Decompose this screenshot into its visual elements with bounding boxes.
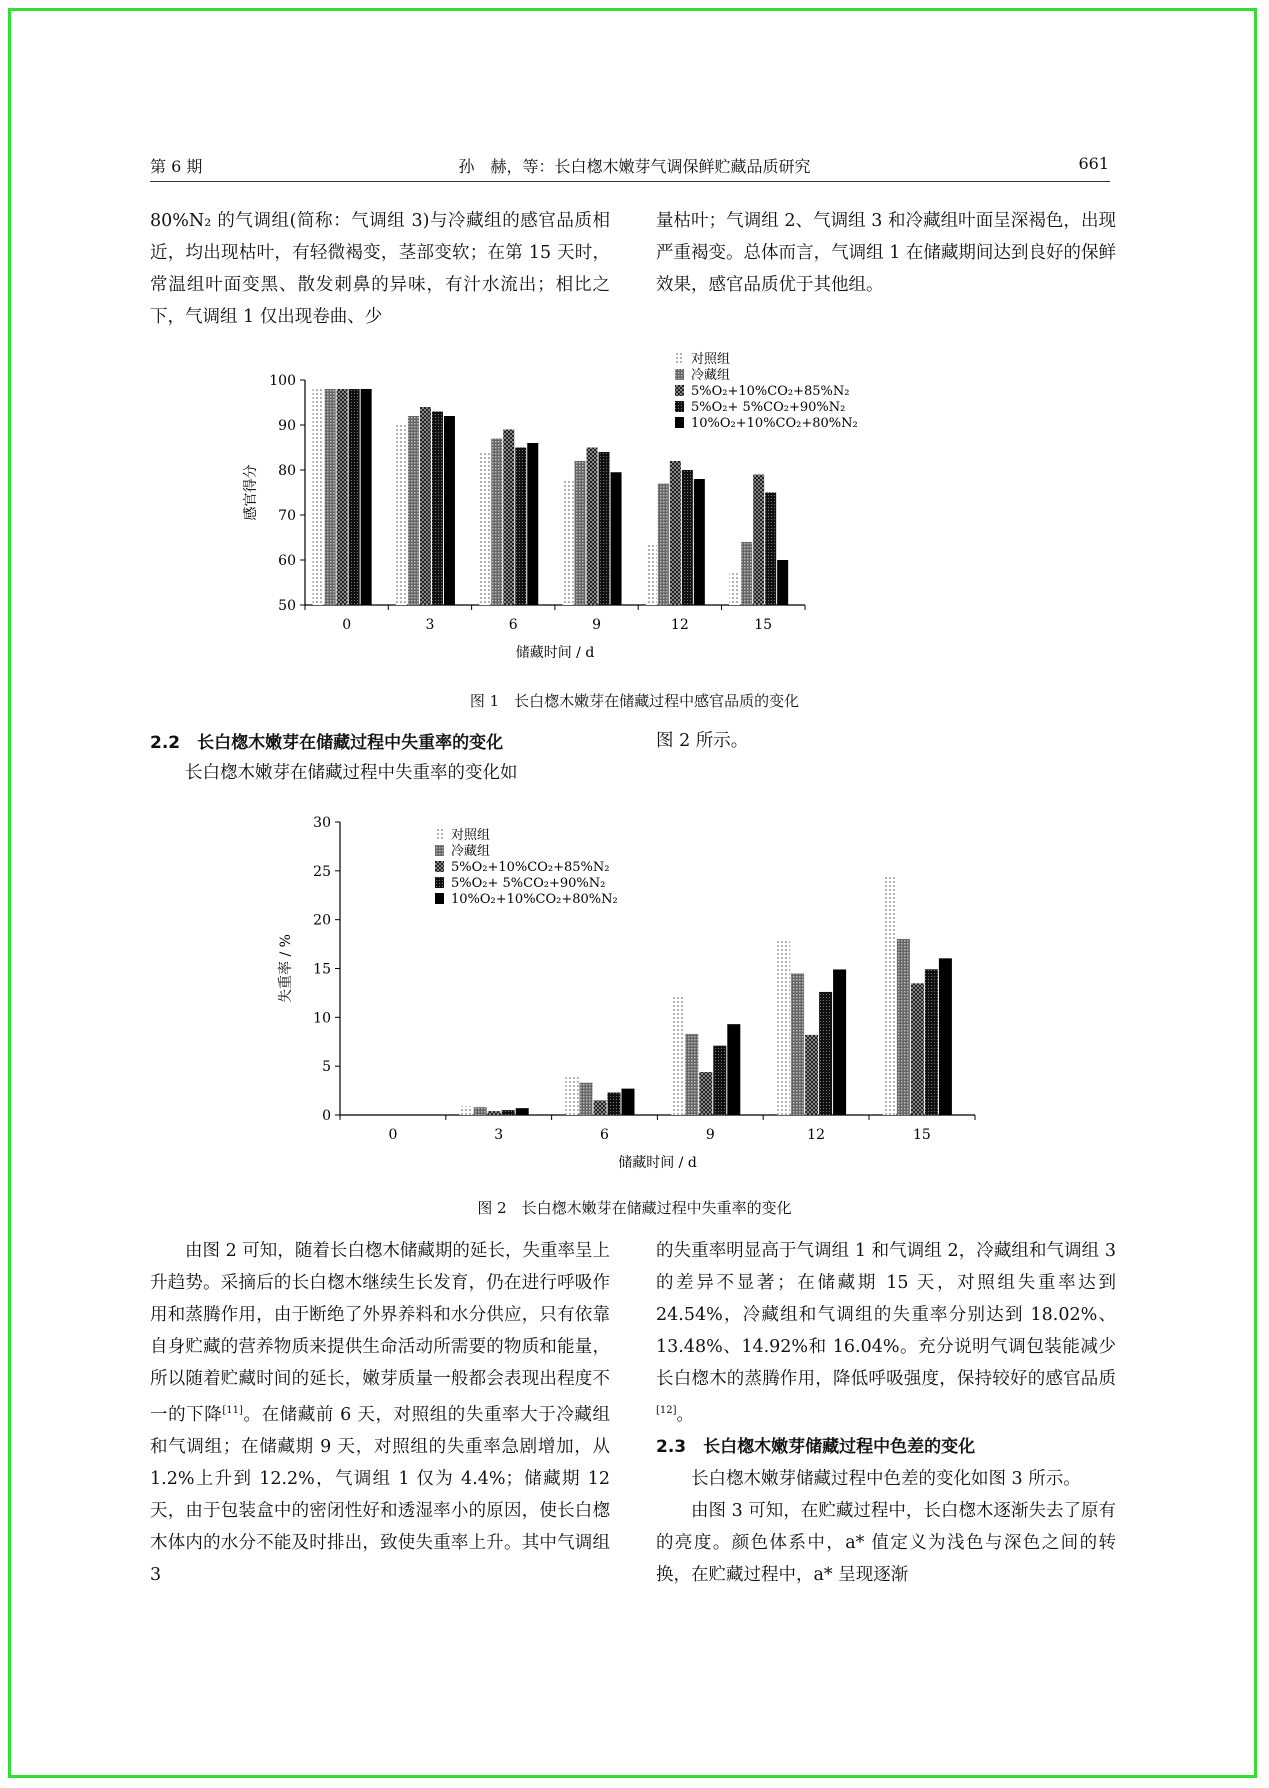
x-tick-label: 15 bbox=[754, 617, 773, 633]
bar bbox=[420, 407, 431, 605]
x-tick-label: 6 bbox=[600, 1127, 609, 1143]
bar bbox=[432, 412, 443, 606]
figure-1-chart bbox=[240, 345, 1000, 675]
legend-swatch bbox=[435, 877, 444, 888]
bar bbox=[325, 389, 336, 605]
x-tick-label: 6 bbox=[508, 617, 518, 633]
x-tick-label: 12 bbox=[807, 1127, 826, 1143]
x-tick-label: 12 bbox=[670, 617, 689, 633]
bar bbox=[580, 1083, 593, 1115]
y-tick-label: 25 bbox=[313, 863, 331, 880]
bar bbox=[897, 939, 910, 1115]
bar bbox=[622, 1089, 635, 1115]
bar bbox=[566, 1076, 579, 1115]
legend-label: 5%O₂+10%CO₂+85%N₂ bbox=[691, 384, 850, 399]
bar bbox=[479, 452, 490, 605]
bar bbox=[594, 1100, 607, 1115]
y-tick-label: 10 bbox=[313, 1010, 331, 1027]
header-rule bbox=[150, 181, 1110, 182]
bar bbox=[608, 1093, 621, 1115]
bar bbox=[516, 1108, 529, 1115]
bar bbox=[671, 996, 684, 1115]
bar bbox=[765, 493, 776, 606]
figure-2-caption: 图 2 长白楤木嫩芽在储藏过程中失重率的变化 bbox=[477, 1199, 792, 1217]
y-tick-label: 50 bbox=[278, 598, 296, 614]
legend-swatch bbox=[435, 861, 444, 872]
bar bbox=[777, 560, 788, 605]
bar bbox=[819, 992, 832, 1115]
x-axis-label: 储藏时间 / d bbox=[515, 645, 595, 661]
x-tick-label: 9 bbox=[592, 617, 602, 633]
bar bbox=[727, 1024, 740, 1115]
bar bbox=[682, 470, 693, 605]
paragraph-text: 由图 2 可知，随着长白楤木储藏期的延长，失重率呈上升趋势。采摘后的长白楤木继续生长发育，仍在进行呼吸作用和蒸腾作用，由于断绝了外界养料和水分供应，只有依靠自身贮藏的营养物质来提供生命活动所需要的物质和能量，所以随着贮藏时间的延长，嫩芽质量一般都会表现出程度不一的下降 bbox=[150, 1241, 610, 1425]
running-title: 孙 赫，等：长白楤木嫩芽气调保鲜贮藏品质研究 bbox=[458, 157, 811, 176]
bar bbox=[713, 1046, 726, 1115]
body-paragraph bbox=[656, 1235, 1116, 1431]
bar bbox=[337, 389, 348, 605]
body-paragraph: 由图 3 可知，在贮藏过程中，长白楤木逐渐失去了原有的亮度。颜色体系中，a* 值定义为浅色与深色之间的转换，在贮藏过程中，a* 呈现逐渐 bbox=[656, 1500, 1116, 1585]
bar bbox=[563, 481, 574, 605]
bar bbox=[313, 389, 324, 605]
bar bbox=[502, 1110, 515, 1115]
legend-label: 5%O₂+10%CO₂+85%N₂ bbox=[451, 860, 610, 875]
section-2-2-text-left: 长白楤木嫩芽在储藏过程中失重率的变化如 bbox=[185, 763, 518, 783]
bar bbox=[805, 1035, 818, 1115]
y-tick-label: 90 bbox=[278, 418, 296, 434]
legend-label: 10%O₂+10%CO₂+80%N₂ bbox=[691, 416, 858, 431]
body-paragraph: 80%N₂ 的气调组(简称：气调组 3)与冷藏组的感官品质相近，均出现枯叶，有轻微褐变，茎部变软；在第 15 天时，常温组叶面变黑、散发刺鼻的异味，有汁水流出；相比之下，气调组 1 仅出现卷曲、少 bbox=[150, 211, 610, 327]
y-tick-label: 20 bbox=[313, 912, 331, 929]
section-2-3-heading: 2.3 长白楤木嫩芽储藏过程中色差的变化 bbox=[656, 1436, 976, 1457]
bar bbox=[503, 430, 514, 606]
legend-swatch bbox=[435, 829, 444, 840]
figure-2-chart bbox=[265, 805, 1015, 1185]
y-tick-label: 15 bbox=[313, 961, 331, 978]
y-tick-label: 5 bbox=[322, 1059, 331, 1076]
legend-swatch bbox=[675, 385, 684, 396]
bar bbox=[460, 1106, 473, 1115]
bar bbox=[474, 1107, 487, 1115]
bar bbox=[396, 425, 407, 605]
bar bbox=[694, 479, 705, 605]
bar bbox=[599, 452, 610, 605]
bar bbox=[575, 461, 586, 605]
y-tick-label: 100 bbox=[269, 373, 296, 389]
bar bbox=[741, 542, 752, 605]
x-tick-label: 0 bbox=[388, 1127, 398, 1143]
bar bbox=[444, 416, 455, 605]
bar bbox=[883, 875, 896, 1115]
legend-label: 对照组 bbox=[691, 352, 731, 367]
bar bbox=[361, 389, 372, 605]
y-axis-label: 感官得分 bbox=[243, 464, 259, 521]
legend-swatch bbox=[675, 417, 684, 428]
bar bbox=[527, 443, 538, 605]
page-number: 661 bbox=[1078, 154, 1109, 173]
legend-swatch bbox=[675, 369, 684, 380]
bar bbox=[777, 939, 790, 1115]
bar bbox=[729, 571, 740, 605]
bar bbox=[939, 958, 952, 1115]
paragraph-text: 。 bbox=[676, 1404, 695, 1425]
legend-swatch bbox=[435, 893, 444, 904]
bar bbox=[699, 1072, 712, 1115]
bar bbox=[488, 1111, 501, 1115]
x-tick-label: 3 bbox=[494, 1127, 504, 1143]
y-tick-label: 0 bbox=[322, 1108, 331, 1124]
legend-label: 10%O₂+10%CO₂+80%N₂ bbox=[451, 892, 618, 907]
bar bbox=[753, 475, 764, 606]
y-tick-label: 60 bbox=[278, 553, 296, 569]
figure-1-caption: 图 1 长白楤木嫩芽在储藏过程中感官品质的变化 bbox=[469, 692, 800, 710]
legend-swatch bbox=[675, 353, 684, 364]
legend-swatch bbox=[435, 845, 444, 856]
bar bbox=[925, 969, 938, 1115]
y-tick-label: 70 bbox=[278, 508, 296, 524]
legend-label: 冷藏组 bbox=[691, 368, 731, 383]
x-tick-label: 3 bbox=[425, 617, 435, 633]
bar bbox=[646, 544, 657, 605]
journal-issue: 第 6 期 bbox=[150, 157, 203, 176]
citation[interactable]: [12] bbox=[656, 1405, 677, 1416]
bar bbox=[349, 389, 360, 605]
x-tick-label: 15 bbox=[912, 1127, 931, 1143]
legend-label: 冷藏组 bbox=[451, 844, 491, 859]
legend-swatch bbox=[675, 401, 684, 412]
paragraph-text: 。在储藏前 6 天，对照组的失重率大于冷藏组和气调组；在储藏期 9 天，对照组的失重率急剧增加，从 1.2%上升到 12.2%，气调组 1 仅为 4.4%；储藏期 12 天，由于包装盒中的密闭性好和透湿率小的原因，使长白楤木体内的水分不能及时排出，致使失重率上升。其中气调组 3 bbox=[150, 1404, 610, 1585]
section-2-2-text-right: 图 2 所示。 bbox=[656, 731, 749, 751]
bar bbox=[833, 969, 846, 1115]
bar bbox=[408, 416, 419, 605]
top-right-column bbox=[656, 205, 1116, 301]
body-paragraph: 量枯叶；气调组 2、气调组 3 和冷藏组叶面呈深褐色，出现严重褐变。总体而言，气调组 1 在储藏期间达到良好的保鲜效果，感官品质优于其他组。 bbox=[656, 211, 1116, 295]
y-tick-label: 80 bbox=[278, 463, 296, 479]
y-axis-label: 失重率 / % bbox=[278, 934, 294, 1003]
x-tick-label: 0 bbox=[342, 617, 352, 633]
bar bbox=[685, 1034, 698, 1115]
legend-label: 5%O₂+ 5%CO₂+90%N₂ bbox=[451, 876, 606, 891]
x-axis-label: 储藏时间 / d bbox=[618, 1155, 697, 1171]
bar bbox=[515, 448, 526, 606]
paragraph-text: 的失重率明显高于气调组 1 和气调组 2，冷藏组和气调组 3 的差异不显著；在储藏期 15 天，对照组失重率达到 24.54%，冷藏组和气调组的失重率分别达到 18.02%、13.48%、14.92%和 16.04%。充分说明气调包装能减少长白楤木的蒸腾作用，降低呼吸强度，保持较好的感官品质 bbox=[656, 1241, 1116, 1389]
bar bbox=[491, 439, 502, 606]
citation[interactable]: [11] bbox=[222, 1405, 243, 1416]
body-paragraph: 长白楤木嫩芽储藏过程中色差的变化如图 3 所示。 bbox=[691, 1468, 1081, 1489]
bar bbox=[658, 484, 669, 606]
y-tick-label: 30 bbox=[313, 815, 331, 831]
legend-label: 对照组 bbox=[451, 828, 491, 843]
bar bbox=[611, 472, 622, 605]
bar bbox=[670, 461, 681, 605]
bottom-left-column bbox=[150, 1235, 610, 1591]
x-tick-label: 9 bbox=[705, 1127, 715, 1143]
legend-label: 5%O₂+ 5%CO₂+90%N₂ bbox=[691, 400, 846, 415]
section-2-2-heading: 2.2 长白楤木嫩芽在储藏过程中失重率的变化 bbox=[150, 733, 504, 753]
body-paragraph bbox=[150, 1235, 610, 1591]
bar bbox=[911, 983, 924, 1115]
bottom-right-column bbox=[656, 1235, 1116, 1591]
bar bbox=[791, 973, 804, 1115]
bar bbox=[587, 448, 598, 606]
top-left-column bbox=[150, 205, 610, 333]
